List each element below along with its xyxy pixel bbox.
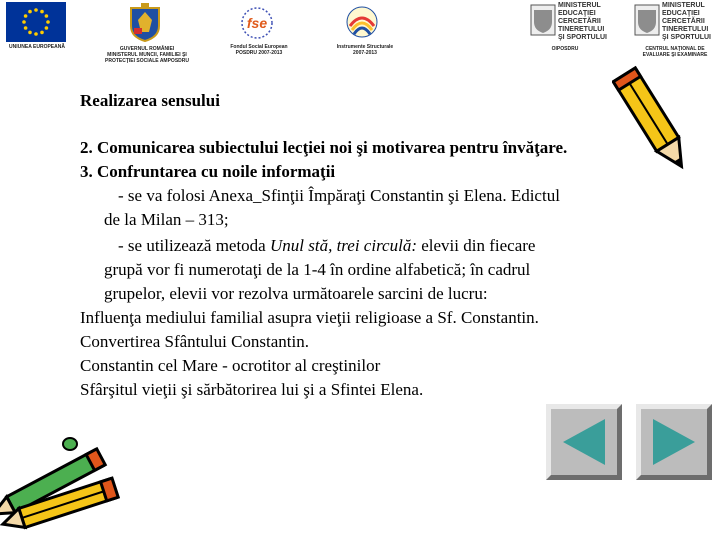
bullet-method-line1	[118, 236, 535, 256]
bullet-method-line2: grupă vor fi numerotaţi de la 1-4 în ordine alfabetică; în cadrul	[104, 260, 531, 279]
bullet-method-suffix: elevii din fiecare	[416, 236, 536, 255]
ministry-emblem-icon	[634, 2, 660, 40]
cnee-caption: CENTRUL NAŢIONAL DE EVALUARE ŞI EXAMINARE	[642, 46, 708, 58]
fse-caption: Fondul Social European POSDRU 2007-2013	[230, 44, 288, 56]
svg-text:fse: fse	[246, 15, 268, 31]
ministry-emblem-icon	[530, 2, 556, 40]
structural-instruments-caption: Instrumente Structurale 2007-2013	[336, 44, 394, 56]
structural-instruments-logo	[342, 4, 382, 40]
task-2-text: Convertirea Sfântului Constantin.	[80, 332, 309, 351]
fse-icon	[232, 6, 282, 40]
triangle-right-icon	[641, 409, 707, 475]
task-3-text: Constantin cel Mare - ocrotitor al creştinilor	[80, 356, 381, 375]
method-name: Unul stă, trei circulă:	[269, 236, 417, 255]
eu-flag-icon	[6, 2, 66, 42]
step-3-text: 3. Confruntarea cu noile informaţii	[80, 162, 336, 181]
oipsdru-caption: OIPOSDRU	[551, 46, 579, 52]
section-heading: Realizarea sensului	[80, 91, 220, 110]
bullet-anexa-line1: - se va folosi Anexa_Sfinţii Împăraţi Constantin şi Elena. Edictul	[118, 186, 560, 205]
step-2-text: 2. Comunicarea subiectului lecţiei noi şi motivarea pentru învăţare.	[80, 138, 568, 157]
pencil-clipart	[612, 62, 712, 182]
previous-slide-button[interactable]	[546, 404, 622, 480]
ministry-name-left: MINISTERUL EDUCAŢIEI CERCETĂRII TINERETULUI ŞI SPORTULUI	[558, 2, 608, 41]
task-1-text: Influenţa mediului familial asupra vieţii religioase a Sf. Constantin.	[80, 308, 539, 327]
ministry-name-right: MINISTERUL EDUCAŢIEI CERCETĂRII TINERETULUI ŞI SPORTULUI	[662, 2, 712, 41]
triangle-left-icon	[551, 409, 617, 475]
ministry-logo-left	[530, 2, 612, 42]
next-slide-button[interactable]	[636, 404, 712, 480]
romania-coat-of-arms-logo	[128, 2, 162, 42]
pencils-clipart	[0, 430, 130, 540]
eu-flag-caption: UNIUNEA EUROPEANĂ	[9, 44, 65, 50]
coat-of-arms-icon	[128, 2, 162, 42]
structural-instruments-icon	[342, 4, 382, 40]
coat-of-arms-caption: GUVERNUL ROMÂNIEI MINISTERUL MUNCII, FAMILIEI ŞI PROTECŢIEI SOCIALE AMPOSDRU	[105, 46, 189, 64]
eu-flag-logo	[6, 2, 66, 42]
fse-logo	[232, 6, 282, 40]
task-4-text: Sfârşitul vieţii şi sărbătorirea lui şi a Sfintei Elena.	[80, 380, 424, 399]
bullet-method-line3: grupelor, elevii vor rezolva următoarele sarcini de lucru:	[104, 284, 488, 303]
bullet-method-prefix: - se utilizează metoda	[118, 236, 270, 255]
bullet-anexa-line2: de la Milan – 313;	[104, 210, 229, 229]
ministry-logo-right	[634, 2, 716, 42]
